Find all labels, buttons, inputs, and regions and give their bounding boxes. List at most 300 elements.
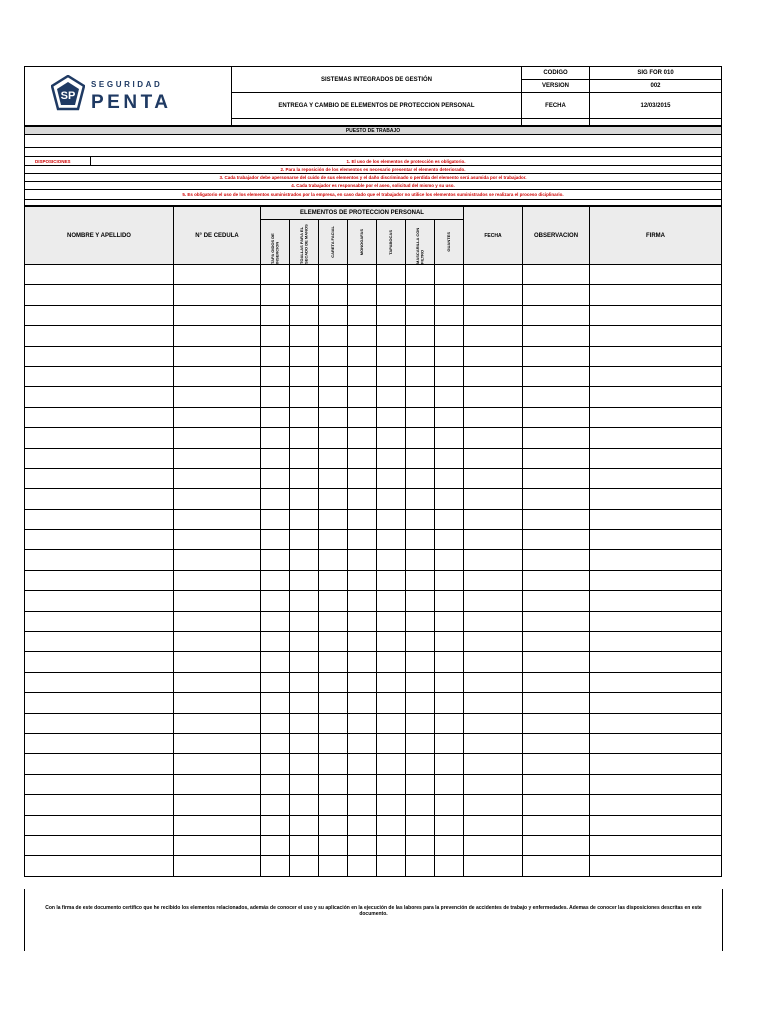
table-cell[interactable] [319, 815, 348, 835]
table-cell[interactable] [261, 754, 290, 774]
table-cell[interactable] [25, 346, 174, 366]
table-cell[interactable] [464, 754, 523, 774]
table-cell[interactable] [590, 346, 722, 366]
table-cell[interactable] [261, 570, 290, 590]
table-cell[interactable] [406, 591, 435, 611]
table-cell[interactable] [377, 652, 406, 672]
table-cell[interactable] [590, 387, 722, 407]
table-cell[interactable] [319, 652, 348, 672]
table-cell[interactable] [377, 632, 406, 652]
table-cell[interactable] [435, 346, 464, 366]
table-cell[interactable] [348, 693, 377, 713]
table-cell[interactable] [25, 774, 174, 794]
table-cell[interactable] [319, 611, 348, 631]
table-cell[interactable] [174, 733, 261, 753]
table-cell[interactable] [174, 611, 261, 631]
table-cell[interactable] [464, 856, 523, 876]
table-cell[interactable] [435, 305, 464, 325]
table-cell[interactable] [435, 672, 464, 692]
table-cell[interactable] [348, 815, 377, 835]
table-cell[interactable] [319, 530, 348, 550]
table-cell[interactable] [523, 795, 590, 815]
table-cell[interactable] [261, 550, 290, 570]
table-cell[interactable] [464, 733, 523, 753]
table-cell[interactable] [290, 733, 319, 753]
table-cell[interactable] [464, 265, 523, 285]
table-cell[interactable] [290, 285, 319, 305]
table-cell[interactable] [406, 611, 435, 631]
table-cell[interactable] [261, 387, 290, 407]
table-cell[interactable] [435, 550, 464, 570]
table-cell[interactable] [406, 326, 435, 346]
table-cell[interactable] [435, 835, 464, 855]
table-cell[interactable] [464, 815, 523, 835]
table-cell[interactable] [290, 835, 319, 855]
table-cell[interactable] [435, 265, 464, 285]
table-cell[interactable] [174, 407, 261, 427]
table-cell[interactable] [523, 530, 590, 550]
table-cell[interactable] [348, 632, 377, 652]
table-cell[interactable] [523, 550, 590, 570]
table-cell[interactable] [319, 265, 348, 285]
table-cell[interactable] [261, 856, 290, 876]
table-cell[interactable] [174, 326, 261, 346]
table-cell[interactable] [290, 428, 319, 448]
table-cell[interactable] [319, 570, 348, 590]
table-cell[interactable] [590, 693, 722, 713]
table-cell[interactable] [348, 856, 377, 876]
table-cell[interactable] [25, 570, 174, 590]
table-cell[interactable] [261, 652, 290, 672]
table-cell[interactable] [590, 448, 722, 468]
table-cell[interactable] [290, 265, 319, 285]
table-cell[interactable] [435, 795, 464, 815]
table-cell[interactable] [590, 468, 722, 488]
table-cell[interactable] [435, 509, 464, 529]
table-cell[interactable] [590, 754, 722, 774]
table-cell[interactable] [348, 530, 377, 550]
table-cell[interactable] [290, 652, 319, 672]
table-cell[interactable] [435, 856, 464, 876]
table-cell[interactable] [25, 530, 174, 550]
table-cell[interactable] [25, 591, 174, 611]
table-cell[interactable] [261, 795, 290, 815]
table-cell[interactable] [319, 448, 348, 468]
table-cell[interactable] [523, 693, 590, 713]
table-cell[interactable] [174, 448, 261, 468]
table-cell[interactable] [25, 265, 174, 285]
table-cell[interactable] [523, 754, 590, 774]
table-cell[interactable] [174, 550, 261, 570]
table-cell[interactable] [377, 591, 406, 611]
table-cell[interactable] [25, 468, 174, 488]
table-cell[interactable] [290, 570, 319, 590]
table-cell[interactable] [174, 285, 261, 305]
table-cell[interactable] [319, 468, 348, 488]
table-cell[interactable] [25, 366, 174, 386]
table-cell[interactable] [319, 550, 348, 570]
table-cell[interactable] [590, 611, 722, 631]
table-cell[interactable] [174, 346, 261, 366]
table-cell[interactable] [406, 346, 435, 366]
table-cell[interactable] [261, 774, 290, 794]
table-cell[interactable] [523, 774, 590, 794]
table-cell[interactable] [25, 387, 174, 407]
table-cell[interactable] [406, 265, 435, 285]
table-cell[interactable] [377, 265, 406, 285]
table-cell[interactable] [377, 570, 406, 590]
table-cell[interactable] [406, 754, 435, 774]
table-cell[interactable] [377, 285, 406, 305]
table-cell[interactable] [464, 795, 523, 815]
table-cell[interactable] [25, 611, 174, 631]
table-cell[interactable] [377, 733, 406, 753]
table-cell[interactable] [348, 774, 377, 794]
table-cell[interactable] [290, 407, 319, 427]
table-cell[interactable] [377, 693, 406, 713]
table-cell[interactable] [290, 468, 319, 488]
table-cell[interactable] [261, 265, 290, 285]
table-cell[interactable] [464, 326, 523, 346]
table-cell[interactable] [464, 693, 523, 713]
table-cell[interactable] [319, 407, 348, 427]
table-cell[interactable] [590, 713, 722, 733]
table-cell[interactable] [377, 468, 406, 488]
table-cell[interactable] [523, 265, 590, 285]
table-cell[interactable] [377, 407, 406, 427]
puesto-value[interactable] [25, 135, 722, 148]
table-cell[interactable] [590, 489, 722, 509]
table-cell[interactable] [464, 285, 523, 305]
table-cell[interactable] [25, 509, 174, 529]
table-cell[interactable] [590, 733, 722, 753]
table-cell[interactable] [590, 652, 722, 672]
table-cell[interactable] [464, 509, 523, 529]
table-cell[interactable] [435, 489, 464, 509]
table-cell[interactable] [464, 550, 523, 570]
table-cell[interactable] [290, 326, 319, 346]
table-cell[interactable] [261, 468, 290, 488]
table-cell[interactable] [25, 428, 174, 448]
table-cell[interactable] [590, 856, 722, 876]
table-cell[interactable] [261, 713, 290, 733]
table-cell[interactable] [523, 509, 590, 529]
table-cell[interactable] [290, 693, 319, 713]
table-cell[interactable] [464, 632, 523, 652]
table-cell[interactable] [290, 346, 319, 366]
table-cell[interactable] [348, 509, 377, 529]
table-cell[interactable] [435, 468, 464, 488]
table-cell[interactable] [435, 774, 464, 794]
table-cell[interactable] [523, 285, 590, 305]
table-cell[interactable] [290, 754, 319, 774]
table-cell[interactable] [290, 795, 319, 815]
table-cell[interactable] [261, 591, 290, 611]
table-cell[interactable] [464, 672, 523, 692]
table-cell[interactable] [464, 428, 523, 448]
table-cell[interactable] [464, 835, 523, 855]
table-cell[interactable] [377, 366, 406, 386]
table-cell[interactable] [25, 632, 174, 652]
table-cell[interactable] [377, 835, 406, 855]
table-cell[interactable] [261, 815, 290, 835]
table-cell[interactable] [290, 448, 319, 468]
table-cell[interactable] [464, 652, 523, 672]
table-cell[interactable] [464, 407, 523, 427]
table-cell[interactable] [590, 570, 722, 590]
table-cell[interactable] [319, 795, 348, 815]
table-cell[interactable] [523, 591, 590, 611]
table-cell[interactable] [319, 672, 348, 692]
table-cell[interactable] [435, 407, 464, 427]
table-cell[interactable] [261, 407, 290, 427]
table-cell[interactable] [174, 672, 261, 692]
table-cell[interactable] [523, 733, 590, 753]
table-cell[interactable] [435, 693, 464, 713]
table-cell[interactable] [261, 489, 290, 509]
table-cell[interactable] [406, 672, 435, 692]
table-cell[interactable] [464, 346, 523, 366]
table-cell[interactable] [523, 387, 590, 407]
table-cell[interactable] [348, 672, 377, 692]
table-cell[interactable] [348, 835, 377, 855]
table-cell[interactable] [590, 285, 722, 305]
table-cell[interactable] [290, 366, 319, 386]
table-cell[interactable] [348, 733, 377, 753]
table-cell[interactable] [435, 530, 464, 550]
table-cell[interactable] [523, 468, 590, 488]
table-cell[interactable] [464, 530, 523, 550]
table-cell[interactable] [377, 387, 406, 407]
table-cell[interactable] [523, 835, 590, 855]
table-cell[interactable] [464, 489, 523, 509]
table-cell[interactable] [319, 591, 348, 611]
table-cell[interactable] [290, 509, 319, 529]
table-cell[interactable] [348, 305, 377, 325]
table-cell[interactable] [261, 632, 290, 652]
table-cell[interactable] [523, 713, 590, 733]
table-cell[interactable] [290, 489, 319, 509]
table-cell[interactable] [435, 285, 464, 305]
table-cell[interactable] [406, 407, 435, 427]
table-cell[interactable] [319, 693, 348, 713]
table-cell[interactable] [319, 733, 348, 753]
table-cell[interactable] [348, 652, 377, 672]
table-cell[interactable] [290, 815, 319, 835]
table-cell[interactable] [406, 530, 435, 550]
table-cell[interactable] [348, 448, 377, 468]
table-cell[interactable] [377, 489, 406, 509]
table-cell[interactable] [590, 509, 722, 529]
table-cell[interactable] [261, 428, 290, 448]
table-cell[interactable] [174, 387, 261, 407]
table-cell[interactable] [435, 632, 464, 652]
table-cell[interactable] [319, 428, 348, 448]
table-cell[interactable] [406, 428, 435, 448]
table-cell[interactable] [174, 591, 261, 611]
table-cell[interactable] [377, 428, 406, 448]
table-cell[interactable] [261, 693, 290, 713]
table-cell[interactable] [523, 448, 590, 468]
table-cell[interactable] [435, 326, 464, 346]
table-cell[interactable] [406, 489, 435, 509]
table-cell[interactable] [25, 489, 174, 509]
table-cell[interactable] [377, 713, 406, 733]
table-cell[interactable] [523, 652, 590, 672]
table-cell[interactable] [348, 591, 377, 611]
table-cell[interactable] [523, 305, 590, 325]
table-cell[interactable] [377, 774, 406, 794]
table-cell[interactable] [319, 285, 348, 305]
table-cell[interactable] [261, 733, 290, 753]
table-cell[interactable] [406, 795, 435, 815]
table-cell[interactable] [464, 570, 523, 590]
table-cell[interactable] [348, 570, 377, 590]
table-cell[interactable] [290, 591, 319, 611]
table-cell[interactable] [25, 672, 174, 692]
table-cell[interactable] [406, 550, 435, 570]
table-cell[interactable] [590, 815, 722, 835]
table-cell[interactable] [174, 856, 261, 876]
table-cell[interactable] [377, 530, 406, 550]
table-cell[interactable] [590, 530, 722, 550]
table-cell[interactable] [523, 489, 590, 509]
table-cell[interactable] [406, 509, 435, 529]
table-cell[interactable] [174, 428, 261, 448]
table-cell[interactable] [464, 591, 523, 611]
table-cell[interactable] [174, 509, 261, 529]
table-cell[interactable] [464, 387, 523, 407]
table-cell[interactable] [435, 448, 464, 468]
table-cell[interactable] [406, 733, 435, 753]
table-cell[interactable] [377, 509, 406, 529]
table-cell[interactable] [25, 693, 174, 713]
table-cell[interactable] [25, 652, 174, 672]
table-cell[interactable] [406, 693, 435, 713]
table-cell[interactable] [523, 326, 590, 346]
table-cell[interactable] [435, 591, 464, 611]
table-cell[interactable] [523, 366, 590, 386]
table-cell[interactable] [290, 611, 319, 631]
table-cell[interactable] [377, 754, 406, 774]
table-cell[interactable] [319, 632, 348, 652]
table-cell[interactable] [319, 774, 348, 794]
table-cell[interactable] [261, 611, 290, 631]
table-cell[interactable] [174, 570, 261, 590]
table-cell[interactable] [523, 611, 590, 631]
table-cell[interactable] [174, 489, 261, 509]
table-cell[interactable] [174, 795, 261, 815]
table-cell[interactable] [590, 366, 722, 386]
table-cell[interactable] [261, 305, 290, 325]
table-cell[interactable] [348, 611, 377, 631]
table-cell[interactable] [523, 632, 590, 652]
table-cell[interactable] [174, 632, 261, 652]
table-cell[interactable] [174, 754, 261, 774]
table-cell[interactable] [174, 815, 261, 835]
table-cell[interactable] [590, 835, 722, 855]
table-cell[interactable] [590, 407, 722, 427]
table-cell[interactable] [319, 835, 348, 855]
table-cell[interactable] [377, 326, 406, 346]
table-cell[interactable] [590, 591, 722, 611]
table-cell[interactable] [261, 285, 290, 305]
table-cell[interactable] [348, 387, 377, 407]
table-cell[interactable] [590, 428, 722, 448]
table-cell[interactable] [174, 835, 261, 855]
table-cell[interactable] [25, 448, 174, 468]
table-cell[interactable] [348, 285, 377, 305]
table-cell[interactable] [174, 652, 261, 672]
table-cell[interactable] [348, 326, 377, 346]
table-cell[interactable] [25, 815, 174, 835]
table-cell[interactable] [435, 611, 464, 631]
table-cell[interactable] [435, 366, 464, 386]
table-cell[interactable] [319, 366, 348, 386]
table-cell[interactable] [406, 856, 435, 876]
table-cell[interactable] [348, 795, 377, 815]
table-cell[interactable] [348, 468, 377, 488]
table-cell[interactable] [348, 489, 377, 509]
table-cell[interactable] [523, 815, 590, 835]
table-cell[interactable] [25, 305, 174, 325]
table-cell[interactable] [406, 387, 435, 407]
table-cell[interactable] [319, 346, 348, 366]
table-cell[interactable] [435, 428, 464, 448]
table-cell[interactable] [25, 407, 174, 427]
table-cell[interactable] [319, 387, 348, 407]
table-cell[interactable] [590, 672, 722, 692]
table-cell[interactable] [261, 346, 290, 366]
table-cell[interactable] [435, 387, 464, 407]
table-cell[interactable] [319, 713, 348, 733]
table-cell[interactable] [290, 305, 319, 325]
table-cell[interactable] [290, 856, 319, 876]
table-cell[interactable] [377, 611, 406, 631]
table-cell[interactable] [464, 366, 523, 386]
table-cell[interactable] [348, 407, 377, 427]
table-cell[interactable] [590, 795, 722, 815]
table-cell[interactable] [25, 550, 174, 570]
table-cell[interactable] [261, 326, 290, 346]
table-cell[interactable] [319, 856, 348, 876]
table-cell[interactable] [348, 550, 377, 570]
table-cell[interactable] [174, 265, 261, 285]
table-cell[interactable] [348, 428, 377, 448]
table-cell[interactable] [25, 733, 174, 753]
table-cell[interactable] [319, 305, 348, 325]
table-cell[interactable] [290, 550, 319, 570]
table-cell[interactable] [25, 326, 174, 346]
table-cell[interactable] [464, 448, 523, 468]
table-cell[interactable] [590, 305, 722, 325]
table-cell[interactable] [523, 672, 590, 692]
table-cell[interactable] [348, 346, 377, 366]
table-cell[interactable] [435, 570, 464, 590]
table-cell[interactable] [290, 774, 319, 794]
table-cell[interactable] [319, 509, 348, 529]
table-cell[interactable] [348, 754, 377, 774]
table-cell[interactable] [590, 632, 722, 652]
table-cell[interactable] [25, 285, 174, 305]
table-cell[interactable] [261, 835, 290, 855]
table-cell[interactable] [174, 774, 261, 794]
table-cell[interactable] [290, 387, 319, 407]
table-cell[interactable] [435, 733, 464, 753]
table-cell[interactable] [377, 815, 406, 835]
table-cell[interactable] [406, 468, 435, 488]
table-cell[interactable] [25, 835, 174, 855]
